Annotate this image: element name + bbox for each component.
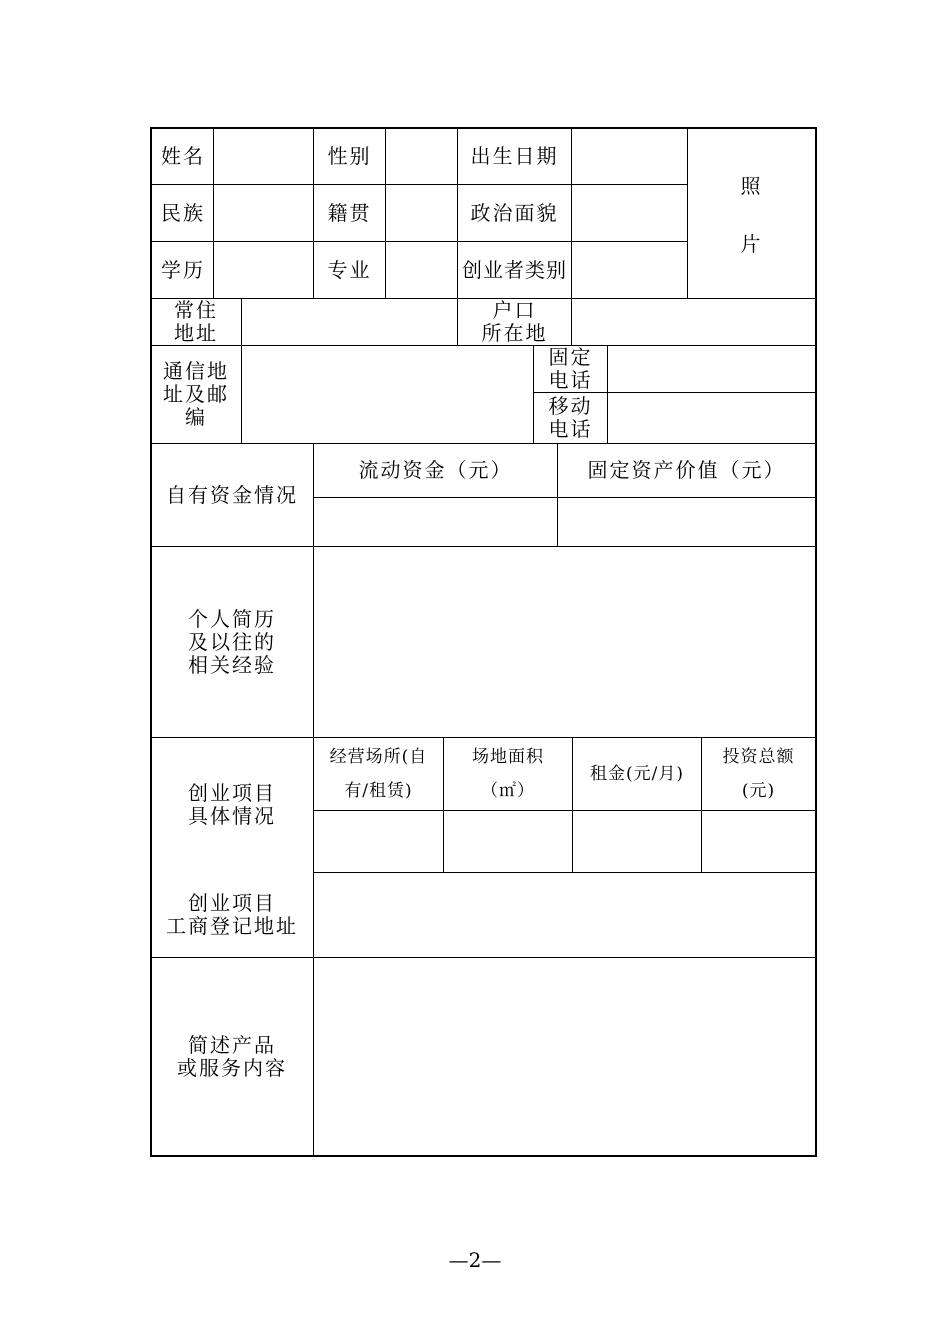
- native-place-field[interactable]: [386, 185, 457, 241]
- hukou-label: 户口 所在地: [481, 298, 548, 345]
- major-label: 专业: [327, 257, 372, 282]
- resume-field[interactable]: [314, 547, 815, 737]
- landline-field[interactable]: [608, 346, 815, 392]
- name-field[interactable]: [214, 128, 313, 184]
- entrepreneur-type-field[interactable]: [572, 242, 687, 298]
- name-label: 姓名: [161, 143, 205, 168]
- premises-label: 经营场所(自 有/租赁): [329, 747, 428, 801]
- product-description-label: 简述产品 或服务内容: [177, 1032, 287, 1080]
- rent-field[interactable]: [573, 811, 701, 872]
- birth-date-label: 出生日期: [470, 143, 559, 168]
- registration-address-label: 创业项目 工商登记地址: [166, 891, 298, 938]
- ethnicity-label: 民族: [161, 200, 205, 225]
- liquid-funds-label: 流动资金（元）: [358, 458, 513, 482]
- liquid-funds-field[interactable]: [314, 498, 557, 546]
- hukou-field[interactable]: [572, 299, 815, 345]
- political-status-label: 政治面貌: [470, 200, 559, 225]
- investment-field[interactable]: [702, 811, 815, 872]
- premises-field[interactable]: [314, 811, 443, 872]
- photo-label-2: 片: [740, 231, 763, 256]
- fixed-assets-field[interactable]: [558, 498, 815, 546]
- area-label: 场地面积 （㎡）: [472, 747, 544, 801]
- mailing-address-label: 通信地 址及邮 编: [163, 359, 229, 429]
- birth-date-field[interactable]: [572, 128, 687, 184]
- product-description-field[interactable]: [314, 958, 815, 1155]
- gender-field[interactable]: [386, 128, 457, 184]
- entrepreneur-type-label: 创业者类别: [462, 257, 567, 282]
- registration-address-field[interactable]: [314, 873, 815, 957]
- page-number: —2—: [448, 1248, 502, 1272]
- mailing-address-field[interactable]: [242, 346, 533, 443]
- education-field[interactable]: [214, 242, 313, 298]
- major-field[interactable]: [386, 242, 457, 298]
- area-field[interactable]: [444, 811, 572, 872]
- native-place-label: 籍贯: [327, 200, 372, 225]
- photo-box[interactable]: [688, 128, 815, 298]
- gender-label: 性别: [327, 143, 372, 168]
- mobile-field[interactable]: [608, 393, 815, 443]
- ethnicity-field[interactable]: [214, 185, 313, 241]
- political-status-field[interactable]: [572, 185, 687, 241]
- rent-label: 租金(元/月): [590, 764, 684, 784]
- project-details-label: 创业项目 具体情况: [188, 781, 276, 828]
- education-label: 学历: [161, 257, 205, 282]
- photo-label-1: 照: [740, 173, 763, 198]
- fixed-assets-label: 固定资产价值（元）: [587, 458, 786, 482]
- residence-field[interactable]: [242, 299, 457, 345]
- landline-label: 固定 电话: [548, 345, 593, 392]
- own-funds-label: 自有资金情况: [166, 482, 298, 507]
- resume-label: 个人简历 及以往的 相关经验: [188, 606, 276, 677]
- residence-label: 常住 地址: [174, 298, 218, 345]
- investment-label: 投资总额 (元): [722, 747, 795, 801]
- mobile-label: 移动 电话: [548, 394, 593, 441]
